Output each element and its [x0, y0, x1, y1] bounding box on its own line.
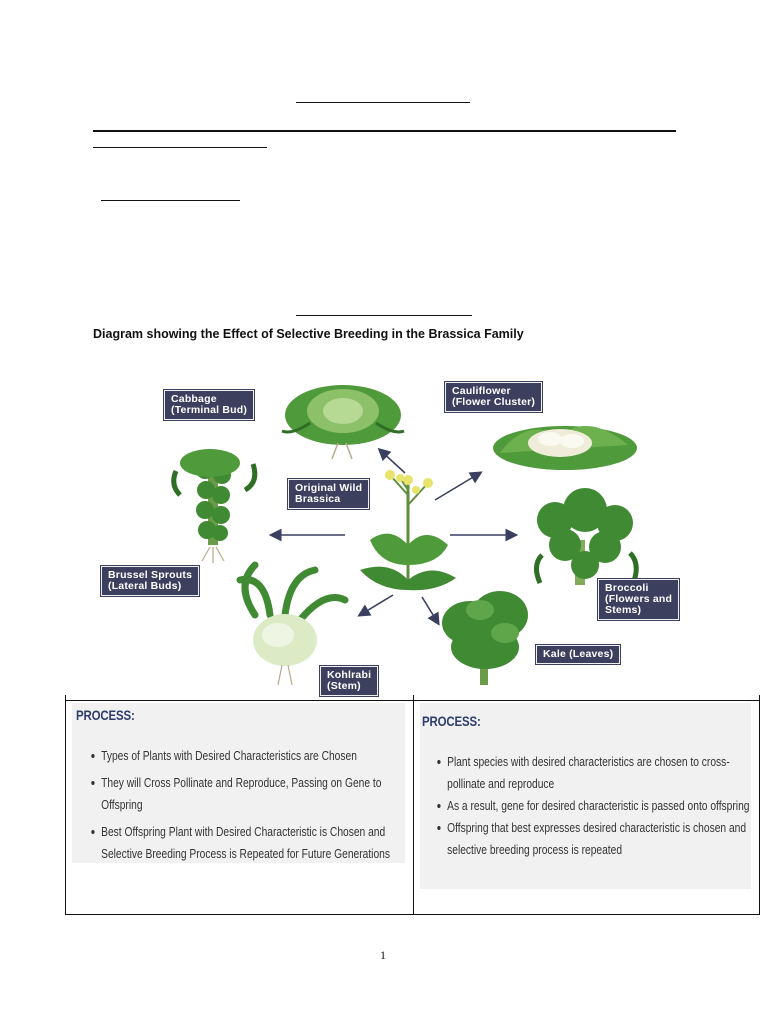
brassica-illustration [60, 365, 740, 695]
heading-rule [93, 130, 676, 132]
process-title-right: PROCESS: [422, 713, 481, 729]
arrow-to-cabbage [380, 450, 405, 473]
brassica-diagram [60, 365, 740, 695]
cauliflower-plant [493, 426, 637, 470]
arrow-to-kale [422, 597, 438, 623]
process-panel-right [420, 703, 751, 889]
list-item: Offspring that best expresses desired characteristic is chosen and selective breeding process is repeated [434, 817, 759, 861]
cabbage-label: Cabbage (Terminal Bud) [164, 390, 254, 420]
blank-line-indent [101, 200, 240, 201]
brussels-sprouts-label: Brussel Sprouts (Lateral Buds) [101, 566, 199, 596]
kale-label: Kale (Leaves) [536, 645, 620, 664]
list-item: As a result, gene for desired characteristic is passed onto offspring [434, 795, 759, 817]
blank-line-mid [296, 315, 472, 316]
cabbage-plant [282, 385, 404, 459]
list-item: Types of Plants with Desired Characteristics are Chosen [88, 745, 421, 767]
wild-brassica-label: Original Wild Brassica [288, 479, 369, 509]
diagram-caption: Diagram showing the Effect of Selective Breeding in the Brassica Family [93, 327, 524, 341]
process-list-right [420, 751, 751, 861]
page-number: 1 [380, 948, 386, 962]
process-table [65, 700, 760, 915]
arrow-to-kohlrabi [360, 595, 393, 615]
process-list-left [72, 745, 405, 865]
blank-line-short [93, 147, 267, 148]
wild-brassica-plant [360, 470, 456, 590]
kohlrabi-label: Kohlrabi (Stem) [320, 666, 378, 696]
kale-plant [442, 591, 528, 685]
list-item: Best Offspring Plant with Desired Characteristic is Chosen and Selective Breeding Process is Repeated for Future Generations [88, 821, 421, 865]
blank-line-title [296, 102, 470, 103]
arrow-to-cauliflower [435, 473, 480, 500]
process-panel-left [72, 703, 405, 863]
broccoli-label: Broccoli (Flowers and Stems) [598, 579, 679, 620]
cauliflower-label: Cauliflower (Flower Cluster) [445, 382, 542, 412]
broccoli-plant [536, 488, 636, 585]
list-item: Plant species with desired characteristics are chosen to cross-pollinate and reproduce [434, 751, 759, 795]
list-item: They will Cross Pollinate and Reproduce, Passing on Gene to Offspring [88, 772, 421, 816]
process-title-left: PROCESS: [76, 707, 135, 723]
brussels-sprouts-plant [174, 449, 255, 563]
